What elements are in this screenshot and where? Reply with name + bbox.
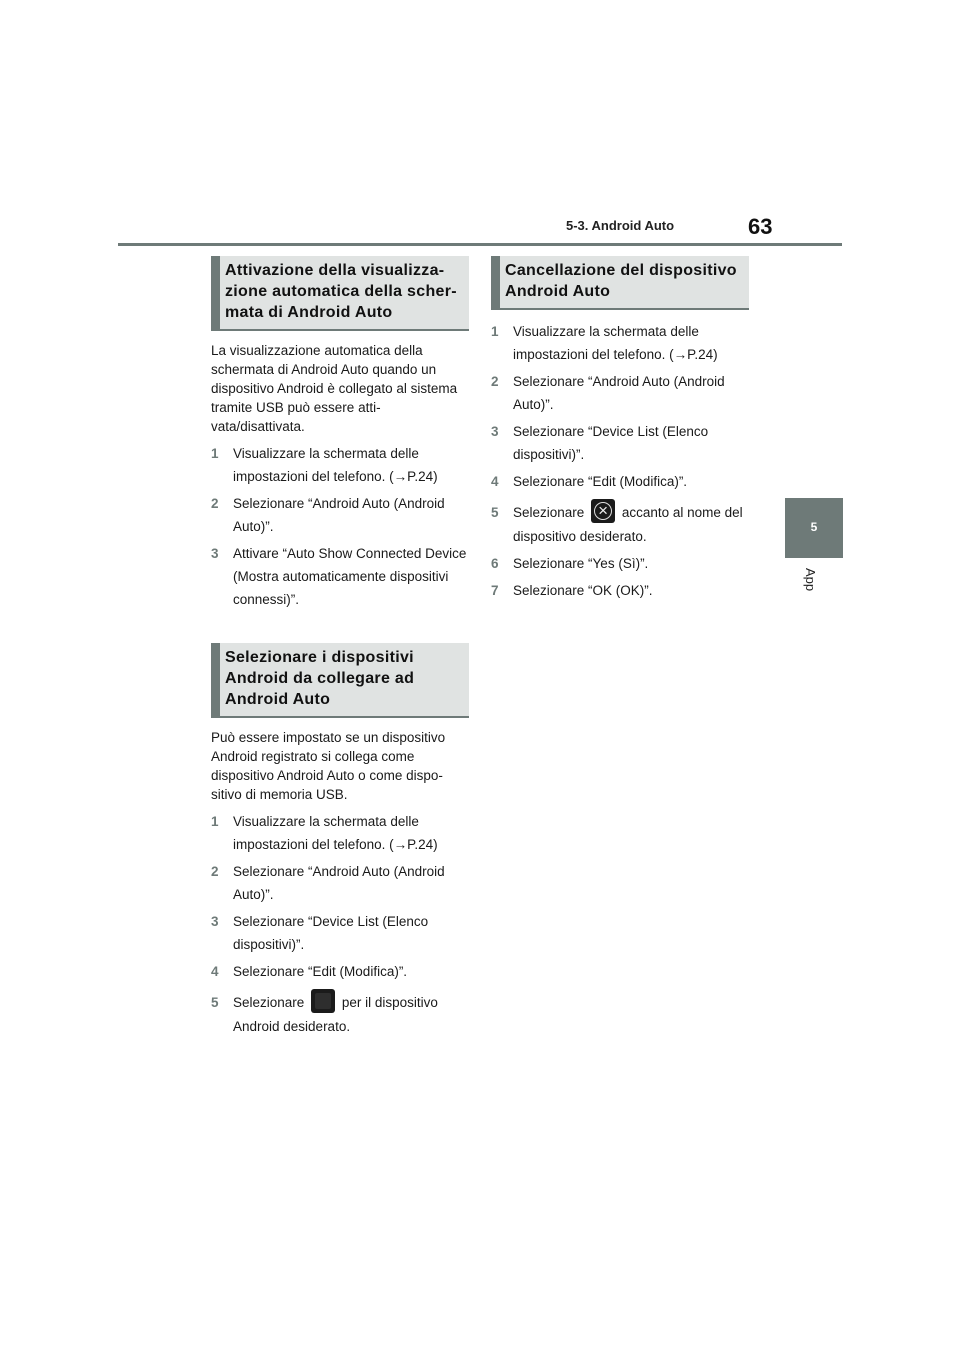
step-item [211, 492, 469, 538]
step-number: 5 [211, 995, 219, 1010]
step-text: Visualizzare la schermata delle impostazioni del telefono. (→P.24) [233, 446, 438, 484]
step-number: 1 [491, 324, 499, 339]
step-item [491, 552, 749, 575]
left-column [211, 256, 469, 1042]
step-number: 3 [211, 546, 219, 561]
delete-x-button-icon [591, 499, 615, 523]
section-heading-select-devices: Selezionare i dispositivi Android da collegare ad Android Auto [211, 643, 469, 718]
step-item [491, 579, 749, 602]
step-number: 1 [211, 446, 219, 461]
step-text: Selezionare “Edit (Modifica)”. [513, 474, 688, 489]
step-number: 3 [211, 914, 219, 929]
step-number: 2 [491, 374, 499, 389]
step-text: Selezionare “OK (OK)”. [513, 583, 653, 599]
step-item [491, 470, 749, 493]
step-text: Selezionare “Android Auto (Android Auto)”. [233, 496, 445, 534]
step-text-after: accanto al nome del dispositivo desiderato. [513, 505, 743, 545]
right-column [491, 256, 749, 606]
step-item [491, 501, 749, 548]
section-heading-delete-device: Cancellazione del dispositivo Android Auto [491, 256, 749, 310]
step-text: Selezionare “Yes (Sì)”. [513, 556, 649, 572]
step-number: 3 [491, 424, 499, 439]
step-text-before: Selezionare [513, 505, 585, 520]
section-title: 5-3. Android Auto [566, 218, 675, 233]
chapter-tab: 5 [785, 498, 843, 558]
header-divider [118, 243, 842, 246]
step-text: Attivare “Auto Show Connected Device (Mostra automaticamente dispositivi connessi)”. [233, 546, 467, 607]
intro-paragraph: La visualizzazione automatica della schermata di Android Auto quando un dispositivo Android è collegato al sistema tramite USB può essere atti-vata/disattivata. [211, 343, 458, 434]
section-heading-auto-display: Attivazione della visualizza-zione automatica della scher-mata di Android Auto [211, 256, 469, 331]
step-item [211, 960, 469, 983]
step-item [211, 860, 469, 906]
step-item [211, 910, 469, 956]
step-number: 2 [211, 864, 219, 879]
step-text: Selezionare “Device List (Elenco dispositivi)”. [233, 914, 429, 952]
step-item [211, 542, 469, 611]
step-item [211, 810, 469, 856]
step-number: 1 [211, 814, 219, 829]
step-text-before: Selezionare [233, 995, 305, 1010]
step-number: 7 [491, 583, 499, 599]
step-number: 4 [211, 964, 219, 979]
step-number: 5 [491, 505, 499, 520]
intro-paragraph: Può essere impostato se un dispositivo Android registrato si collega come dispositivo Android Auto o come dispo-sitivo di memoria USB. [211, 730, 446, 802]
step-text: Selezionare “Device List (Elenco dispositivi)”. [513, 424, 709, 462]
page-number: 63 [748, 214, 773, 239]
step-item [211, 442, 469, 488]
step-number: 4 [491, 474, 499, 489]
step-item [211, 991, 469, 1038]
step-number: 6 [491, 556, 499, 572]
step-text-after: per il dispositivo Android desiderato. [233, 995, 438, 1035]
step-text: Selezionare “Edit (Modifica)”. [233, 964, 408, 979]
step-number: 2 [211, 496, 219, 511]
step-item [491, 370, 749, 416]
step-text: Selezionare “Android Auto (Android Auto)”. [233, 864, 445, 902]
step-text: Visualizzare la schermata delle impostazioni del telefono. (→P.24) [233, 814, 438, 852]
step-text: Selezionare “Android Auto (Android Auto)”. [513, 374, 725, 412]
step-text: Visualizzare la schermata delle impostazioni del telefono. (→P.24) [513, 324, 718, 362]
chapter-label: App [803, 568, 818, 592]
step-item [491, 320, 749, 366]
step-item [491, 420, 749, 466]
checkbox-button-icon [311, 989, 335, 1013]
